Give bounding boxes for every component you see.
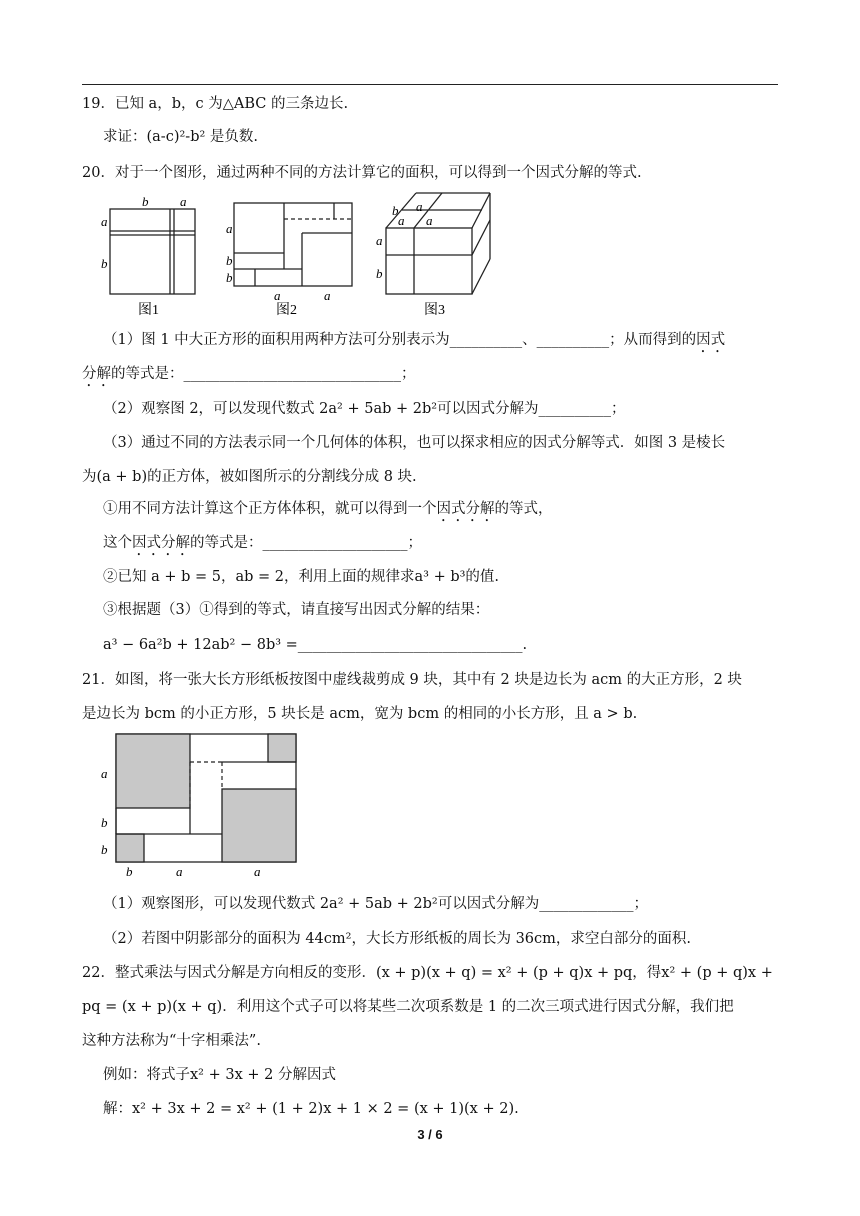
q20-p1-emph: 因式 (696, 332, 726, 348)
q20-p2: （2）观察图 2，可以发现代数式 2a² + 5ab + 2b²可以因式分解为__________； (103, 401, 626, 417)
q20-figure-3 (372, 188, 497, 318)
fig3-front-a2: a (426, 213, 433, 228)
fig3-top-a: a (416, 199, 423, 214)
q20-s1-post: 的等式， (494, 501, 553, 517)
q21-fig-bottom-a1: a (176, 864, 183, 879)
q20-s1-line1 (103, 499, 553, 525)
q20-s1-l2-pre: 这个 (103, 535, 132, 551)
fig1-top-b: b (142, 194, 149, 209)
q21-p2: （2）若图中阴影部分的面积为 44cm²，大长方形纸板的周长为 36cm，求空白部分的面积. (103, 931, 692, 947)
fig1-top-a: a (180, 194, 187, 209)
q21-fig-left-a: a (101, 766, 108, 781)
q22-line2: pq = (x + p)(x + q)．利用这个式子可以将某些二次项系数是 1 的二次三项式进行因式分解，我们把 (82, 999, 734, 1015)
q22-line3: 这种方法称为“十字相乘法”. (82, 1033, 261, 1049)
q21-fig-left-b1: b (101, 815, 108, 830)
fig3-left-b: b (376, 266, 383, 281)
q20-s1-pre: ①用不同方法计算这个正方体体积，就可以得到一个 (103, 501, 437, 517)
q20-s1-l2-emph: 因式分解 (132, 535, 190, 551)
fig2-bottom-a2: a (324, 288, 331, 303)
q20-stem: 20．对于一个图形，通过两种不同的方法计算它的面积，可以得到一个因式分解的等式. (82, 165, 642, 181)
q20-s2: ②已知 a + b = 5，ab = 2，利用上面的规律求a³ + b³的值. (103, 569, 500, 585)
q19-line1: 19．已知 a，b，c 为△ABC 的三条边长. (82, 96, 349, 112)
fig3-front-a1: a (398, 213, 405, 228)
fig3-top-b: b (392, 203, 399, 218)
q20-s1-l2-post: 的等式是：____________________； (190, 535, 422, 551)
q20-p1-line2 (82, 364, 416, 390)
q20-p1-text: （1）图 1 中大正方形的面积用两种方法可分别表示为__________、__________；从而得到的 (103, 332, 697, 348)
q20-p1-line1 (103, 330, 725, 356)
q20-s1-line2 (103, 533, 422, 559)
q21-line2: 是边长为 bcm 的小正方形，5 块长是 acm，宽为 bcm 的相同的小长方形，且 a > b. (82, 706, 638, 722)
fig1-caption: 图1 (138, 303, 159, 318)
q20-figure-1 (98, 193, 208, 318)
fig3-left-a: a (376, 233, 383, 248)
q20-s3: ③根据题（3）①得到的等式，请直接写出因式分解的结果： (103, 602, 490, 618)
q20-p1-emph2: 分解 (82, 366, 111, 382)
fig2-left-a: a (226, 221, 233, 236)
fig2-left-b1: b (226, 253, 233, 268)
q21-fig-bottom-a2: a (254, 864, 261, 879)
fig1-left-a: a (101, 214, 108, 229)
q20-p3-line1: （3）通过不同的方法表示同一个几何体的体积，也可以探求相应的因式分解等式．如图 3 是棱长 (103, 435, 726, 451)
page-number: 3 / 6 (417, 1127, 443, 1142)
q20-p1-text2: 的等式是：______________________________； (111, 366, 416, 382)
fig2-left-b2: b (226, 270, 233, 285)
q20-p3-line2: 为(a + b)的正方体，被如图所示的分割线分成 8 块. (82, 469, 417, 485)
q20-figure-2 (224, 193, 354, 318)
q20-s1-emph: 因式分解 (436, 501, 495, 517)
fig1-left-b: b (101, 256, 108, 271)
q22-example: 例如：将式子x² + 3x + 2 分解因式 (103, 1067, 336, 1083)
header-rule (82, 84, 778, 85)
q19-line2: 求证：(a-c)²-b² 是负数. (103, 129, 259, 145)
q21-fig-bottom-b: b (126, 864, 133, 879)
fig2-bottom-a1: a (274, 288, 281, 303)
q22-line1: 22．整式乘法与因式分解是方向相反的变形．(x + p)(x + q) = x² + (p + q)x + pq，得x² + (p + q)x + (82, 965, 773, 981)
q21-p1: （1）观察图形，可以发现代数式 2a² + 5ab + 2b²可以因式分解为_____________； (103, 896, 648, 912)
fig3-caption: 图3 (424, 303, 445, 318)
q21-line1: 21．如图，将一张大长方形纸板按图中虚线裁剪成 9 块，其中有 2 块是边长为 acm 的大正方形，2 块 (82, 672, 742, 688)
q22-solution: 解：x² + 3x + 2 = x² + (1 + 2)x + 1 × 2 = (x + 1)(x + 2). (103, 1101, 519, 1117)
q21-figure (96, 730, 306, 880)
q21-fig-left-b2: b (101, 842, 108, 857)
q20-s3-expr: a³ − 6a²b + 12ab² − 8b³ =_______________________________. (103, 637, 528, 653)
fig2-caption: 图2 (276, 303, 297, 318)
